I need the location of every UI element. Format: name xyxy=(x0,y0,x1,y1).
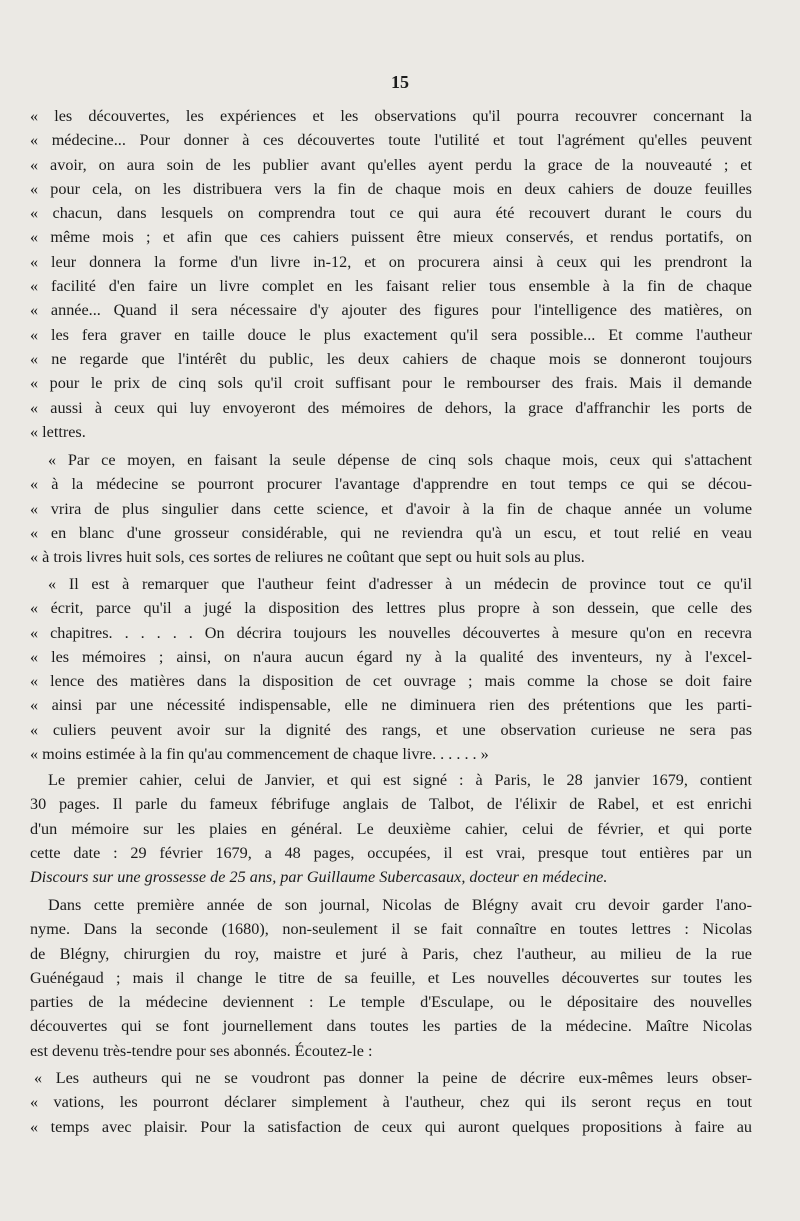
text-line: parties de la médecine deviennent : Le temple d'Esculape, ou le dépositaire des nouvelles xyxy=(30,993,752,1012)
text-line: nyme. Dans la seconde (1680), non-seulement il se fait connaître en toutes lettres : Nicolas xyxy=(30,920,752,939)
text-line: « ne regarde que l'intérêt du public, les deux cahiers de chaque mois se donneront toujours xyxy=(30,349,752,368)
quote-paragraph-3 xyxy=(30,572,752,766)
text-line: est devenu très-tendre pour ses abonnés. Écoutez-le : xyxy=(30,1041,373,1060)
text-line: « les découvertes, les expériences et les observations qu'il pourra recouvrer concernant la xyxy=(30,107,752,125)
text-line: « Par ce moyen, en faisant la seule dépense de cinq sols chaque mois, ceux qui s'attachent xyxy=(48,451,752,469)
text-line: de Blégny, chirurgien du roy, maistre et juré à Paris, chez l'autheur, au milieu de la rue xyxy=(30,944,752,963)
text-line: « Il est à remarquer que l'autheur feint d'adresser à un médecin de province tout ce qu'il xyxy=(48,575,752,593)
text-line: Le premier cahier, celui de Janvier, et qui est signé : à Paris, le 28 janvier 1679, contient xyxy=(48,771,752,789)
text-line: Discours sur une grossesse de 25 ans, par Guillaume Subercasaux, docteur en médecine. xyxy=(30,868,608,887)
text-line: « année... Quand il sera nécessaire d'y ajouter des figures pour l'intelligence des matières, on xyxy=(30,301,752,320)
text-line: « culiers peuvent avoir sur la dignité des rangs, et une observation curieuse ne sera pas xyxy=(30,720,752,739)
text-line: « pour cela, on les distribuera vers la fin de chaque mois en deux cahiers de douze feuilles xyxy=(30,179,752,198)
text-line: « médecine... Pour donner à ces découvertes toute l'utilité et tout l'agrément qu'elles peuvent xyxy=(30,131,752,150)
quote-paragraph-1 xyxy=(30,104,752,444)
text-line: « en blanc d'une grosseur considérable, qui ne reviendra qu'à un escu, et tout relié en veau xyxy=(30,523,752,542)
page-number: 15 xyxy=(391,72,409,92)
text-line: 30 pages. Il parle du fameux fébrifuge anglais de Talbot, de l'élixir de Rabel, et est enrichi xyxy=(30,795,752,814)
text-line: découvertes qui se font journellement dans toutes les parties de la médecine. Maître Nicolas xyxy=(30,1017,752,1036)
paragraph-5 xyxy=(30,893,752,1063)
text-line: « à trois livres huit sols, ces sortes de reliures ne coûtant que sept ou huit sols au plus. xyxy=(30,548,585,567)
text-line: « ainsi par une nécessité indispensable, elle ne diminuera rien des prétentions que les parti- xyxy=(30,696,752,715)
text-line: « avoir, on aura soin de les publier avant qu'elles ayent perdu la grace de la nouveauté ; et xyxy=(30,155,752,174)
text-line: « pour le prix de cinq sols qu'il croit suffisant pour le rembourser des frais. Mais il demande xyxy=(30,374,752,393)
text-line: Dans cette première année de son journal, Nicolas de Blégny avait cru devoir garder l'ano- xyxy=(48,896,752,914)
text-line: « chacun, dans lesquels on comprendra tout ce qui aura été recouvert durant le cours du xyxy=(30,204,752,223)
text-line: « écrit, parce qu'il a jugé la disposition des lettres plus propre à son dessein, que celle des xyxy=(30,599,752,618)
text-line: « même mois ; et afin que ces cahiers puissent être mieux conservés, et rendus portatifs, on xyxy=(30,228,752,247)
text-line: « aussi à ceux qui luy envoyeront des mémoires de dehors, la grace d'affranchir les ports de xyxy=(30,398,752,417)
text-line: « Les autheurs qui ne se voudront pas donner la peine de décrire eux-mêmes leurs obser- xyxy=(34,1069,752,1087)
quote-paragraph-2 xyxy=(30,448,752,569)
text-line: « lence des matières dans la disposition de cet ouvrage ; mais comme la chose se doit faire xyxy=(30,672,752,691)
text-line: « vations, les pourront déclarer simplement à l'autheur, chez qui ils seront reçus en tout xyxy=(30,1093,752,1112)
text-line: « les fera graver en taille douce le plus exactement qu'il sera possible... Et comme l'autheur xyxy=(30,325,752,344)
text-line: « temps avec plaisir. Pour la satisfaction de ceux qui auront quelques propositions à faire au xyxy=(30,1117,752,1136)
text-line: « à la médecine se pourront procurer l'avantage d'apprendre en tout temps ce qui se décou- xyxy=(30,475,752,494)
text-line: Guénégaud ; mais il change le titre de sa feuille, et Les nouvelles découvertes sur toutes les xyxy=(30,968,752,987)
text-line: « leur donnera la forme d'un livre in-12, et on procurera ainsi à ceux qui les prendront la xyxy=(30,252,752,271)
text-line: d'un mémoire sur les plaies en général. Le deuxième cahier, celui de février, et qui porte xyxy=(30,819,752,838)
text-line: « vrira de plus singulier dans cette science, et d'avoir à la fin de chaque année un volume xyxy=(30,499,752,518)
text-line: « moins estimée à la fin qu'au commencement de chaque livre. . . . . . » xyxy=(30,745,489,764)
text-line: « les mémoires ; ainsi, on n'aura aucun égard ny à la qualité des inventeurs, ny à l'excel- xyxy=(30,647,752,666)
text-line: « lettres. xyxy=(30,422,86,441)
quote-paragraph-6 xyxy=(30,1066,752,1139)
text-line: « chapitres. . . . . . On décrira toujours les nouvelles découvertes à mesure qu'on en recevra xyxy=(30,623,752,642)
text-line: cette date : 29 février 1679, a 48 pages, occupées, il est vrai, presque tout entières par un xyxy=(30,843,752,862)
text-line: « facilité d'en faire un livre complet en les faisant relier tous ensemble à la fin de chaque xyxy=(30,277,752,296)
paragraph-4 xyxy=(30,768,752,889)
